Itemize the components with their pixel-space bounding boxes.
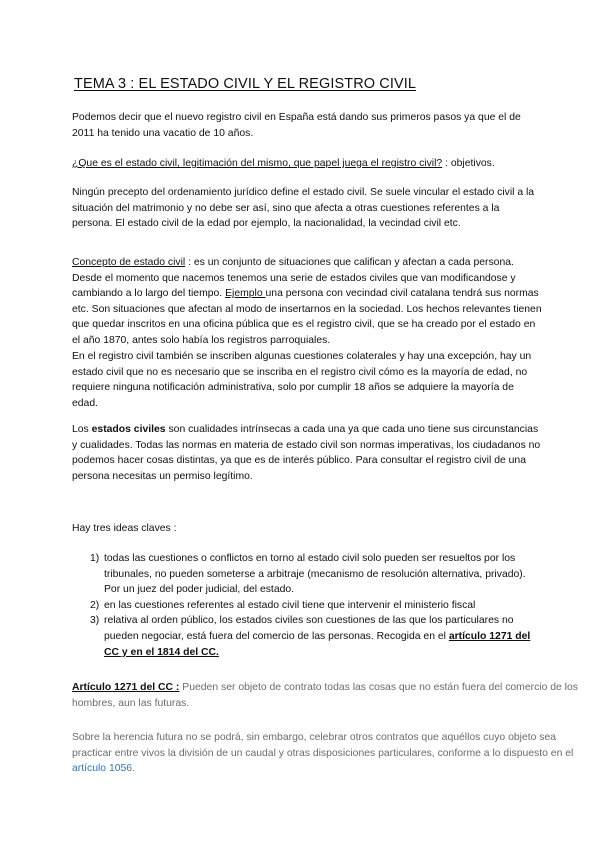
article-paragraph: Artículo 1271 del CC : Pueden ser objeto de contrato todas las cosas que no están fuera del comercio de los hombres, aun las futuras. — [72, 682, 578, 709]
registry-paragraph: En el registro civil también se inscriben algunas cuestiones colaterales y hay una excepción, hay un estado civil que no es necesario que se inscriba en el registro civil cómo es la mayoría de edad, no requiere ninguna notificación administrativa, solo por cumplir 18 años se adquiere la mayoría de edad. — [72, 351, 532, 409]
article-heading: Artículo 1271 del CC : — [72, 682, 180, 693]
definition-paragraph: Ningún precepto del ordenamiento jurídico define el estado civil. Se suele vincular el estado civil a la situación del matrimonio y no debe ser así, sino que afecta a otras cuestiones referentes a la persona. El estado civil de la edad por ejemplo, la nacionalidad, la vecindad civil etc. — [72, 187, 535, 230]
concept-term: Concepto de estado civil — [72, 257, 186, 268]
concept-paragraph: Concepto de estado civil : es un conjunto de situaciones que califican y afectan a cada persona. Desde el momento que nacemos tenemos una serie de estados civiles que van modificandose y cambiando a lo largo del tiempo. Ejemplo una persona con vecindad civil catalana tendrá sus normas etc. Son situaciones que afectan al modo de insertarnos en la sociedad. Los hechos relevantes tienen que quedar inscritos en una oficina pública que es el registro civil, que se ha creado por el estado en el año 1870, antes solo había los registros parroquiales. — [72, 257, 542, 346]
example-term: Ejemplo — [225, 288, 266, 300]
estados-paragraph: Los estados civiles son cualidades intrínsecas a cada una ya que cada uno tiene sus circunstancias y cualidades. Todas las normas en materia de estado civil son normas imperativas, los ciudadanos no podemos hacer cosas distintas, ya que es de interés público. Para consultar el registro civil de una persona necesitas un permiso legítimo. — [72, 424, 541, 482]
herencia-paragraph: Sobre la herencia futura no se podrá, sin embargo, celebrar otros contratos que aquéllos cuyo objeto sea practicar entre vivos la división de un caudal y otras disposiciones particulares, conforme a lo dispuesto en el artículo 1056. — [72, 732, 574, 775]
list-item: 1) todas las cuestiones o conflictos en torno al estado civil solo pueden ser resueltos por los tribunales, no pueden someterse a arbitraje (mecanismo de resolución alternativa, privado). Por un juez del poder judicial, del estado. — [90, 553, 526, 596]
list-item: 3) relativa al orden público, los estados civiles son cuestiones de las que los particulares no pueden negociar, está fuera del comercio de las personas. Recogida en el artículo 1271 del CC y en el 1814 del CC. — [90, 615, 531, 658]
ideas-list — [72, 551, 542, 660]
ideas-intro: Hay tres ideas claves : — [72, 523, 177, 534]
article-reference: artículo 1271 del CC y en el 1814 del CC. — [104, 630, 531, 658]
question-text: ¿Que es el estado civil, legitimación del mismo, que papel juega el registro civil? — [72, 158, 443, 169]
article-1056-link[interactable]: artículo 1056 — [72, 763, 133, 775]
estados-civiles-term: estados civiles — [91, 424, 166, 435]
intro-paragraph: Podemos decir que el nuevo registro civil en España está dando sus primeros pasos ya que el de 2011 ha tenido una vacatio de 10 años. — [72, 112, 521, 139]
list-item: 2) en las cuestiones referentes al estado civil tiene que intervenir el ministerio fiscal — [90, 599, 476, 611]
question-paragraph: ¿Que es el estado civil, legitimación del mismo, que papel juega el registro civil? : objetivos. — [72, 158, 495, 169]
page-title: TEMA 3 : EL ESTADO CIVIL Y EL REGISTRO CIVIL — [74, 76, 417, 92]
